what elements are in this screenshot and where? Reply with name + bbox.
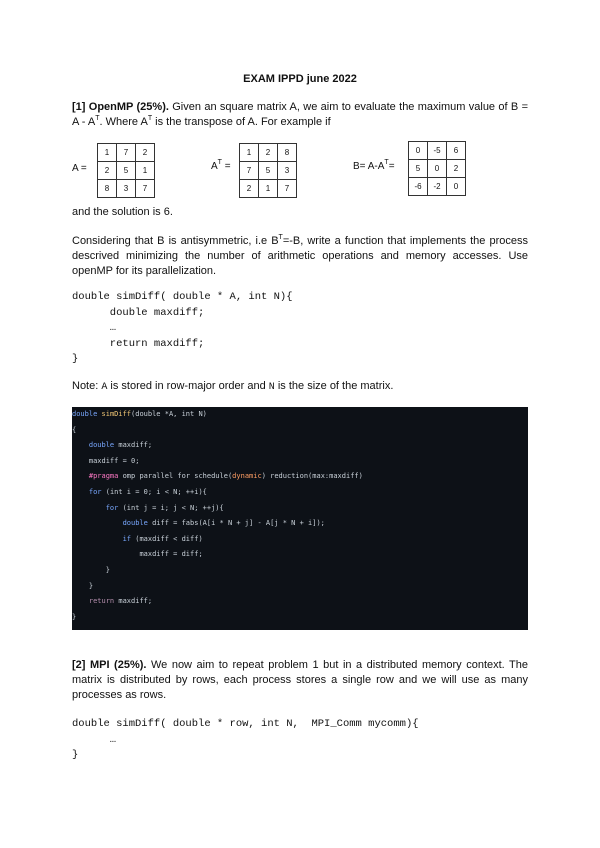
matrix-at-label: $A^T$ = — [211, 159, 231, 172]
problem2-label: [2] MPI (25%). — [72, 659, 147, 671]
matrix-b-label: $B= A-A^T=$ — [353, 159, 395, 172]
code-skeleton-1: double simDiff( double * A, int N){ double maxdiff; … return maxdiff; } — [72, 291, 293, 366]
matrix-a: 1 7 2 2 5 1 8 3 7 — [97, 143, 155, 198]
note: Note: A is stored in row-major order and N is the size of the matrix. — [72, 380, 394, 393]
solution-sentence: and the solution is 6. — [72, 206, 173, 218]
problem1-statement: [1] OpenMP (25%). Given an square matrix A, we aim to evaluate the maximum value of $B = A - A^T$. Where $A^T$ is the transpose of A. For example if — [72, 101, 528, 128]
matrix-at: 1 2 8 7 5 3 2 1 7 — [239, 143, 297, 198]
page-title: EXAM IPPD june 2022 — [243, 73, 357, 85]
matrix-b: 0 -5 6 5 0 2 -6 -2 0 — [408, 141, 466, 196]
problem2-statement: [2] MPI (25%). We now aim to repeat problem 1 but in a distributed memory context. The matrix is distributed by rows, each process stores a single row and we will use as many processes as rows. — [72, 659, 529, 701]
solution-code-block: double simDiff(double *A, int N) { double maxdiff; maxdiff = 0; #pragma omp parallel for schedule(dynamic) reduction(max:maxdiff) for (int i = 0; i < N; ++i){ for (int j = i; j < N; ++j){ double diff = fabs(A[i * N + j] - A[j * N + i]); if (maxdiff < diff) maxdiff = diff; } } return maxdiff; } — [72, 407, 528, 630]
problem1-label: [1] OpenMP (25%). — [72, 101, 169, 113]
code-skeleton-2: double simDiff( double * row, int N, MPI_Comm mycomm){ … } — [72, 718, 419, 762]
problem1-instructions: Considering that B is antisymmetric, i.e $B^T=-B$, write a function that implements the process descrived minimizing the number of arithmetic operations and memory accesses. Use openMP for its parallelization. — [72, 234, 528, 277]
matrix-a-label: A = — [72, 163, 87, 174]
